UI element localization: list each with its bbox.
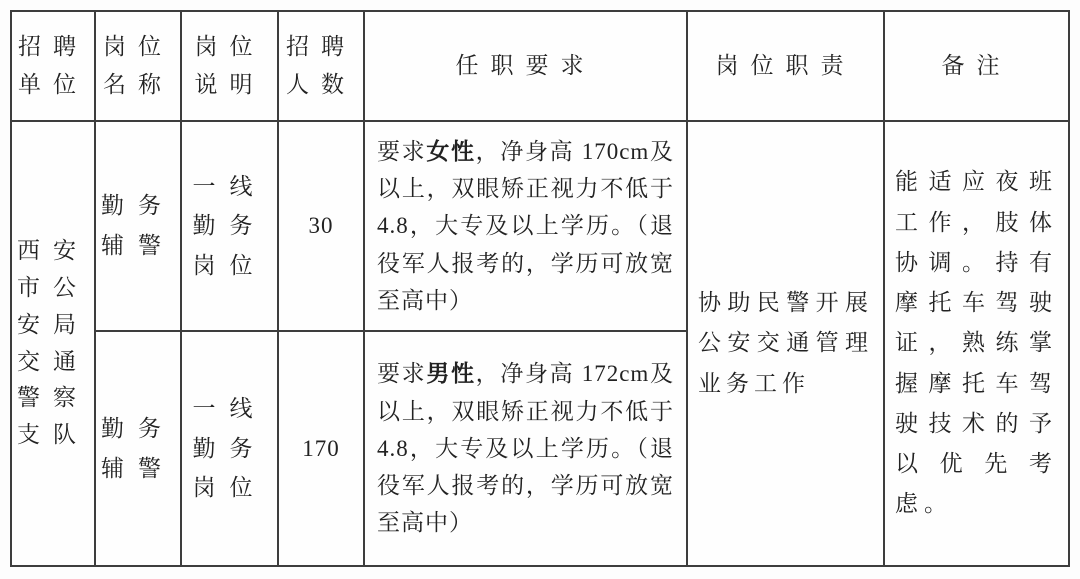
requirement-body: ，净身高 172cm及以上，双眼矫正视力不低于 4.8，大专及以上学历。（退役军人报考的，学历可放宽至高中） [377, 361, 674, 536]
requirement-gender: 男性 [426, 361, 476, 387]
position-desc-cell: 一线勤务岗位 [181, 121, 278, 331]
requirements-cell [364, 121, 687, 331]
requirement-gender: 女性 [426, 138, 476, 164]
table-header-row [11, 11, 1069, 121]
position-name-cell: 勤务辅警 [95, 331, 181, 566]
headcount-cell: 30 [278, 121, 364, 331]
header-cell-duties: 岗位职责 [687, 11, 884, 121]
header-cell-remarks: 备注 [884, 11, 1069, 121]
requirement-body: ，净身高 170cm及以上，双眼矫正视力不低于 4.8，大专及以上学历。（退役军人报考的，学历可放宽至高中） [377, 138, 674, 313]
recruiting-unit-cell: 西安市公安局交通警察支队 [11, 121, 95, 566]
duties-cell: 协助民警开展公安交通管理业务工作 [687, 121, 884, 566]
header-cell-position-name: 岗位名称 [95, 11, 181, 121]
header-cell-recruiting-unit: 招聘单位 [11, 11, 95, 121]
requirement-prefix: 要求 [377, 138, 427, 164]
requirement-prefix: 要求 [377, 361, 427, 387]
headcount-cell: 170 [278, 331, 364, 566]
remarks-cell: 能适应夜班工作，肢体协调。持有摩托车驾驶证，熟练掌握摩托车驾驶技术的予以优先考虑。 [884, 121, 1069, 566]
header-cell-requirements: 任职要求 [364, 11, 687, 121]
recruitment-table [10, 10, 1070, 567]
position-desc-cell: 一线勤务岗位 [181, 331, 278, 566]
position-name-cell: 勤务辅警 [95, 121, 181, 331]
table-row [11, 121, 1069, 331]
header-cell-position-desc: 岗位说明 [181, 11, 278, 121]
requirements-cell [364, 331, 687, 566]
header-cell-headcount: 招聘人数 [278, 11, 364, 121]
